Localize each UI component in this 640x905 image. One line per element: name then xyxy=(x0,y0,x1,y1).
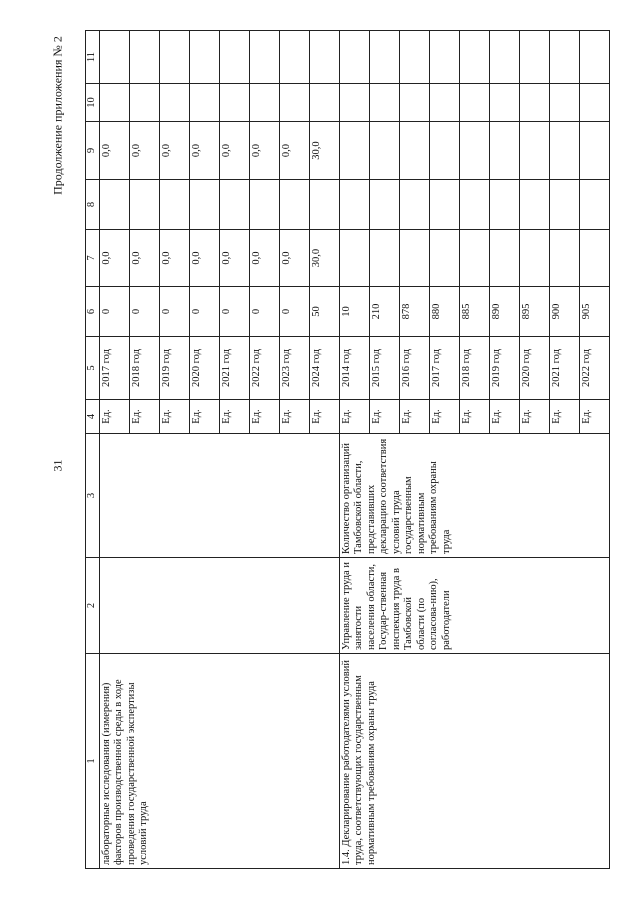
value-cell: 0,0 xyxy=(249,230,279,287)
value-cell xyxy=(129,84,159,122)
value-cell xyxy=(339,31,369,84)
unit-cell: Ед. xyxy=(459,400,489,434)
value-cell: 890 xyxy=(489,287,519,337)
value-cell xyxy=(339,84,369,122)
value-cell: 0,0 xyxy=(279,230,309,287)
value-cell: 0,0 xyxy=(129,122,159,180)
value-cell: 0 xyxy=(249,287,279,337)
value-cell xyxy=(279,84,309,122)
value-cell xyxy=(489,122,519,180)
year-cell: 2017 год xyxy=(429,337,459,400)
year-cell: 2020 год xyxy=(189,337,219,400)
value-cell xyxy=(429,180,459,230)
value-cell: 0,0 xyxy=(279,122,309,180)
value-cell xyxy=(369,180,399,230)
value-cell: 0,0 xyxy=(249,122,279,180)
value-cell xyxy=(579,122,609,180)
value-cell xyxy=(579,84,609,122)
year-cell: 2022 год xyxy=(249,337,279,400)
value-cell xyxy=(279,180,309,230)
value-cell xyxy=(99,31,129,84)
table-row xyxy=(339,31,369,869)
value-cell: 0,0 xyxy=(219,230,249,287)
column-header: 11 xyxy=(86,31,100,84)
year-cell: 2015 год xyxy=(369,337,399,400)
column-header: 6 xyxy=(86,287,100,337)
indicator-cell xyxy=(99,434,339,558)
value-cell xyxy=(249,84,279,122)
value-cell xyxy=(99,84,129,122)
continuation-heading: Продолжение приложения № 2 xyxy=(50,36,65,195)
value-cell xyxy=(519,230,549,287)
program-table xyxy=(85,30,610,869)
executor-cell: Управление труда и занятости населения области, Государ-ственная инспекция труда в Тамбовской области (по согласова-нию), работодатели xyxy=(339,558,609,654)
table-container xyxy=(85,31,610,869)
column-header: 10 xyxy=(86,84,100,122)
year-cell: 2014 год xyxy=(339,337,369,400)
value-cell xyxy=(219,180,249,230)
column-header: 9 xyxy=(86,122,100,180)
value-cell xyxy=(549,31,579,84)
value-cell xyxy=(519,31,549,84)
value-cell xyxy=(369,84,399,122)
unit-cell: Ед. xyxy=(159,400,189,434)
value-cell xyxy=(399,230,429,287)
value-cell xyxy=(369,230,399,287)
value-cell: 210 xyxy=(369,287,399,337)
value-cell xyxy=(369,122,399,180)
value-cell xyxy=(489,31,519,84)
value-cell: 0,0 xyxy=(99,122,129,180)
value-cell: 900 xyxy=(549,287,579,337)
value-cell xyxy=(459,122,489,180)
value-cell: 0 xyxy=(279,287,309,337)
value-cell xyxy=(189,84,219,122)
value-cell xyxy=(429,84,459,122)
value-cell: 0 xyxy=(159,287,189,337)
value-cell: 880 xyxy=(429,287,459,337)
measure-description: лабораторные исследования (измерения) факторов производственной среды в ходе проведения государственной экспертизы условий труда xyxy=(99,654,339,869)
column-header: 7 xyxy=(86,230,100,287)
value-cell xyxy=(489,230,519,287)
year-cell: 2024 год xyxy=(309,337,339,400)
measure-description: 1.4. Декларирование работодателями условий труда, соответствующих государственным нормативным требованиям охраны труда xyxy=(339,654,609,869)
year-cell: 2019 год xyxy=(489,337,519,400)
unit-cell: Ед. xyxy=(339,400,369,434)
value-cell: 905 xyxy=(579,287,609,337)
value-cell xyxy=(249,31,279,84)
value-cell: 0,0 xyxy=(159,122,189,180)
value-cell xyxy=(399,180,429,230)
value-cell xyxy=(429,230,459,287)
value-cell xyxy=(549,230,579,287)
unit-cell: Ед. xyxy=(219,400,249,434)
year-cell: 2020 год xyxy=(519,337,549,400)
column-header: 3 xyxy=(86,434,100,558)
unit-cell: Ед. xyxy=(489,400,519,434)
value-cell: 0 xyxy=(129,287,159,337)
value-cell: 0 xyxy=(99,287,129,337)
value-cell xyxy=(519,84,549,122)
value-cell xyxy=(429,122,459,180)
value-cell: 885 xyxy=(459,287,489,337)
value-cell xyxy=(549,84,579,122)
value-cell xyxy=(99,180,129,230)
unit-cell: Ед. xyxy=(399,400,429,434)
value-cell xyxy=(369,31,399,84)
value-cell xyxy=(159,84,189,122)
indicator-cell: Количество организаций Тамбовской области, представивших декларацию соответствия условий труда государственным нормативным требованиям охраны труда xyxy=(339,434,609,558)
column-header: 4 xyxy=(86,400,100,434)
value-cell: 0,0 xyxy=(99,230,129,287)
year-cell: 2018 год xyxy=(129,337,159,400)
value-cell: 0 xyxy=(219,287,249,337)
value-cell: 895 xyxy=(519,287,549,337)
value-cell xyxy=(579,180,609,230)
executor-cell xyxy=(99,558,339,654)
value-cell xyxy=(519,180,549,230)
value-cell xyxy=(429,31,459,84)
value-cell xyxy=(579,31,609,84)
value-cell xyxy=(489,84,519,122)
value-cell xyxy=(129,180,159,230)
value-cell xyxy=(459,84,489,122)
value-cell xyxy=(549,180,579,230)
column-header: 8 xyxy=(86,180,100,230)
value-cell xyxy=(579,230,609,287)
value-cell: 30,0 xyxy=(309,230,339,287)
unit-cell: Ед. xyxy=(519,400,549,434)
value-cell xyxy=(309,84,339,122)
value-cell xyxy=(519,122,549,180)
unit-cell: Ед. xyxy=(249,400,279,434)
unit-cell: Ед. xyxy=(189,400,219,434)
value-cell: 30,0 xyxy=(309,122,339,180)
value-cell xyxy=(549,122,579,180)
unit-cell: Ед. xyxy=(279,400,309,434)
value-cell xyxy=(159,31,189,84)
value-cell xyxy=(309,180,339,230)
value-cell: 50 xyxy=(309,287,339,337)
value-cell xyxy=(459,230,489,287)
value-cell: 0,0 xyxy=(129,230,159,287)
unit-cell: Ед. xyxy=(129,400,159,434)
value-cell xyxy=(339,122,369,180)
value-cell: 878 xyxy=(399,287,429,337)
value-cell xyxy=(399,31,429,84)
unit-cell: Ед. xyxy=(429,400,459,434)
value-cell xyxy=(219,84,249,122)
year-cell: 2021 год xyxy=(219,337,249,400)
unit-cell: Ед. xyxy=(369,400,399,434)
value-cell: 0 xyxy=(189,287,219,337)
unit-cell: Ед. xyxy=(579,400,609,434)
value-cell xyxy=(399,84,429,122)
value-cell: 0,0 xyxy=(159,230,189,287)
value-cell xyxy=(489,180,519,230)
value-cell xyxy=(189,180,219,230)
value-cell xyxy=(249,180,279,230)
column-header: 1 xyxy=(86,654,100,869)
value-cell: 0,0 xyxy=(189,230,219,287)
unit-cell: Ед. xyxy=(99,400,129,434)
year-cell: 2017 год xyxy=(99,337,129,400)
rotated-table xyxy=(85,31,610,869)
page-number: 31 xyxy=(50,459,65,472)
value-cell xyxy=(459,31,489,84)
unit-cell: Ед. xyxy=(549,400,579,434)
table-row xyxy=(99,31,129,869)
value-cell: 10 xyxy=(339,287,369,337)
year-cell: 2021 год xyxy=(549,337,579,400)
column-header: 5 xyxy=(86,337,100,400)
value-cell xyxy=(339,180,369,230)
unit-cell: Ед. xyxy=(309,400,339,434)
value-cell xyxy=(339,230,369,287)
value-cell xyxy=(159,180,189,230)
column-header: 2 xyxy=(86,558,100,654)
value-cell xyxy=(279,31,309,84)
year-cell: 2019 год xyxy=(159,337,189,400)
value-cell xyxy=(219,31,249,84)
value-cell xyxy=(309,31,339,84)
year-cell: 2016 год xyxy=(399,337,429,400)
value-cell: 0,0 xyxy=(189,122,219,180)
value-cell xyxy=(129,31,159,84)
year-cell: 2023 год xyxy=(279,337,309,400)
year-cell: 2022 год xyxy=(579,337,609,400)
value-cell xyxy=(459,180,489,230)
value-cell xyxy=(399,122,429,180)
year-cell: 2018 год xyxy=(459,337,489,400)
value-cell: 0,0 xyxy=(219,122,249,180)
header-row xyxy=(86,31,100,869)
value-cell xyxy=(189,31,219,84)
